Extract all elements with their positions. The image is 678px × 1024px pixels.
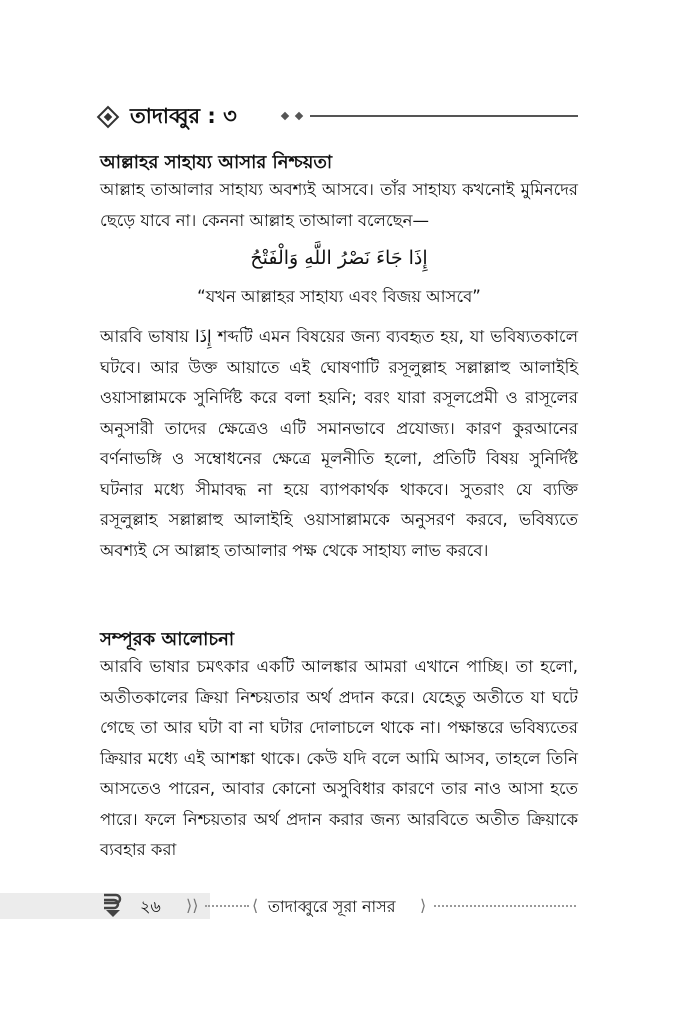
chevron-right-icon: ⟩⟩ (186, 896, 199, 915)
footer-ornament (205, 905, 249, 910)
footer-ornament (434, 905, 576, 910)
book-icon (102, 891, 124, 919)
diamond-dot-icon (281, 112, 289, 120)
diamond-dot-icon (295, 112, 303, 120)
verse-translation: “যখন আল্লাহর সাহায্য এবং বিজয় আসবে” (197, 287, 481, 306)
section-heading: সম্পূরক আলোচনা (100, 629, 235, 650)
chapter-header (98, 100, 578, 132)
body-paragraph: আরবি ভাষার চমৎকার একটি আলঙ্কার আমরা এখানে পাচ্ছি। তা হলো, অতীতকালের ক্রিয়া নিশ্চয়তার অর্থ প্রদান করে। যেহেতু অতীতে যা ঘটে গেছে তা আর ঘটা বা না ঘটার দোলাচলে থাকে না। পক্ষান্তরে ভবিষ্যতের ক্রিয়ার মধ্যে এই আশঙ্কা থাকে। কেউ যদি বলে আমি আসব, তাহলে তিনি আসতেও পারেন, আবার কোনো অসুবিধার কারণে তার নাও আসা হতে পারে। ফলে নিশ্চয়তার অর্থ প্রদান করার জন্য আরবিতে অতীত ক্রিয়াকে ব্যবহার করা (100, 657, 578, 859)
chapter-divider (310, 115, 578, 117)
chevron-right-icon: ⟩ (420, 896, 427, 915)
body-paragraph: আরবি ভাষায় إِذَا শব্দটি এমন বিষয়ের জন্য ব্যবহৃত হয়, যা ভবিষ্যতকালে ঘটবে। আর উক্ত আয়াতে এই ঘোষণাটি রসূলুল্লাহ সল্লাল্লাহু আলাইহি ওয়াসাল্লামকে সুনির্দিষ্ট করে বলা হয়নি; বরং যারা রসূলপ্রেমী ও রাসূলের অনুসারী তাদের ক্ষেত্রেও এটি সমানভাবে প্রযোজ্য। কারণ কুরআনের বর্ণনাভঙ্গি ও সম্বোধনের ক্ষেত্রে মূলনীতি হলো, প্রতিটি বিষয় সুনির্দিষ্ট ঘটনার মধ্যে সীমাবদ্ধ না হয়ে ব্যাপকার্থক থাকবে। সুতরাং যে ব্যক্তি রসূলুল্লাহ সল্লাল্লাহু আলাইহি ওয়াসাল্লামকে অনুসরণ করবে, ভবিষ্যতে অবশ্যই সে আল্লাহ তাআলার পক্ষ থেকে সাহায্য লাভ করবে। (100, 327, 578, 560)
book-title: তাদাব্বুরে সূরা নাসর (268, 897, 396, 916)
section-heading: আল্লাহর সাহায্য আসার নিশ্চয়তা (100, 152, 333, 173)
page-number: ২৬ (140, 897, 161, 916)
intro-paragraph: আল্লাহ তাআলার সাহায্য অবশ্যই আসবে। তাঁর সাহায্য কখনোই মুমিনদের ছেড়ে যাবে না। কেননা আল্লাহ তাআলা বলেছেন— (100, 180, 578, 230)
chapter-title: তাদাব্বুর : ৩ (130, 104, 237, 128)
diamond-icon (97, 106, 120, 129)
chevron-left-icon: ⟨ (252, 896, 259, 915)
page-footer (0, 887, 678, 927)
verse-arabic: إِذَا جَاءَ نَصْرُ اللَّهِ وَالْفَتْحُ (250, 247, 428, 269)
